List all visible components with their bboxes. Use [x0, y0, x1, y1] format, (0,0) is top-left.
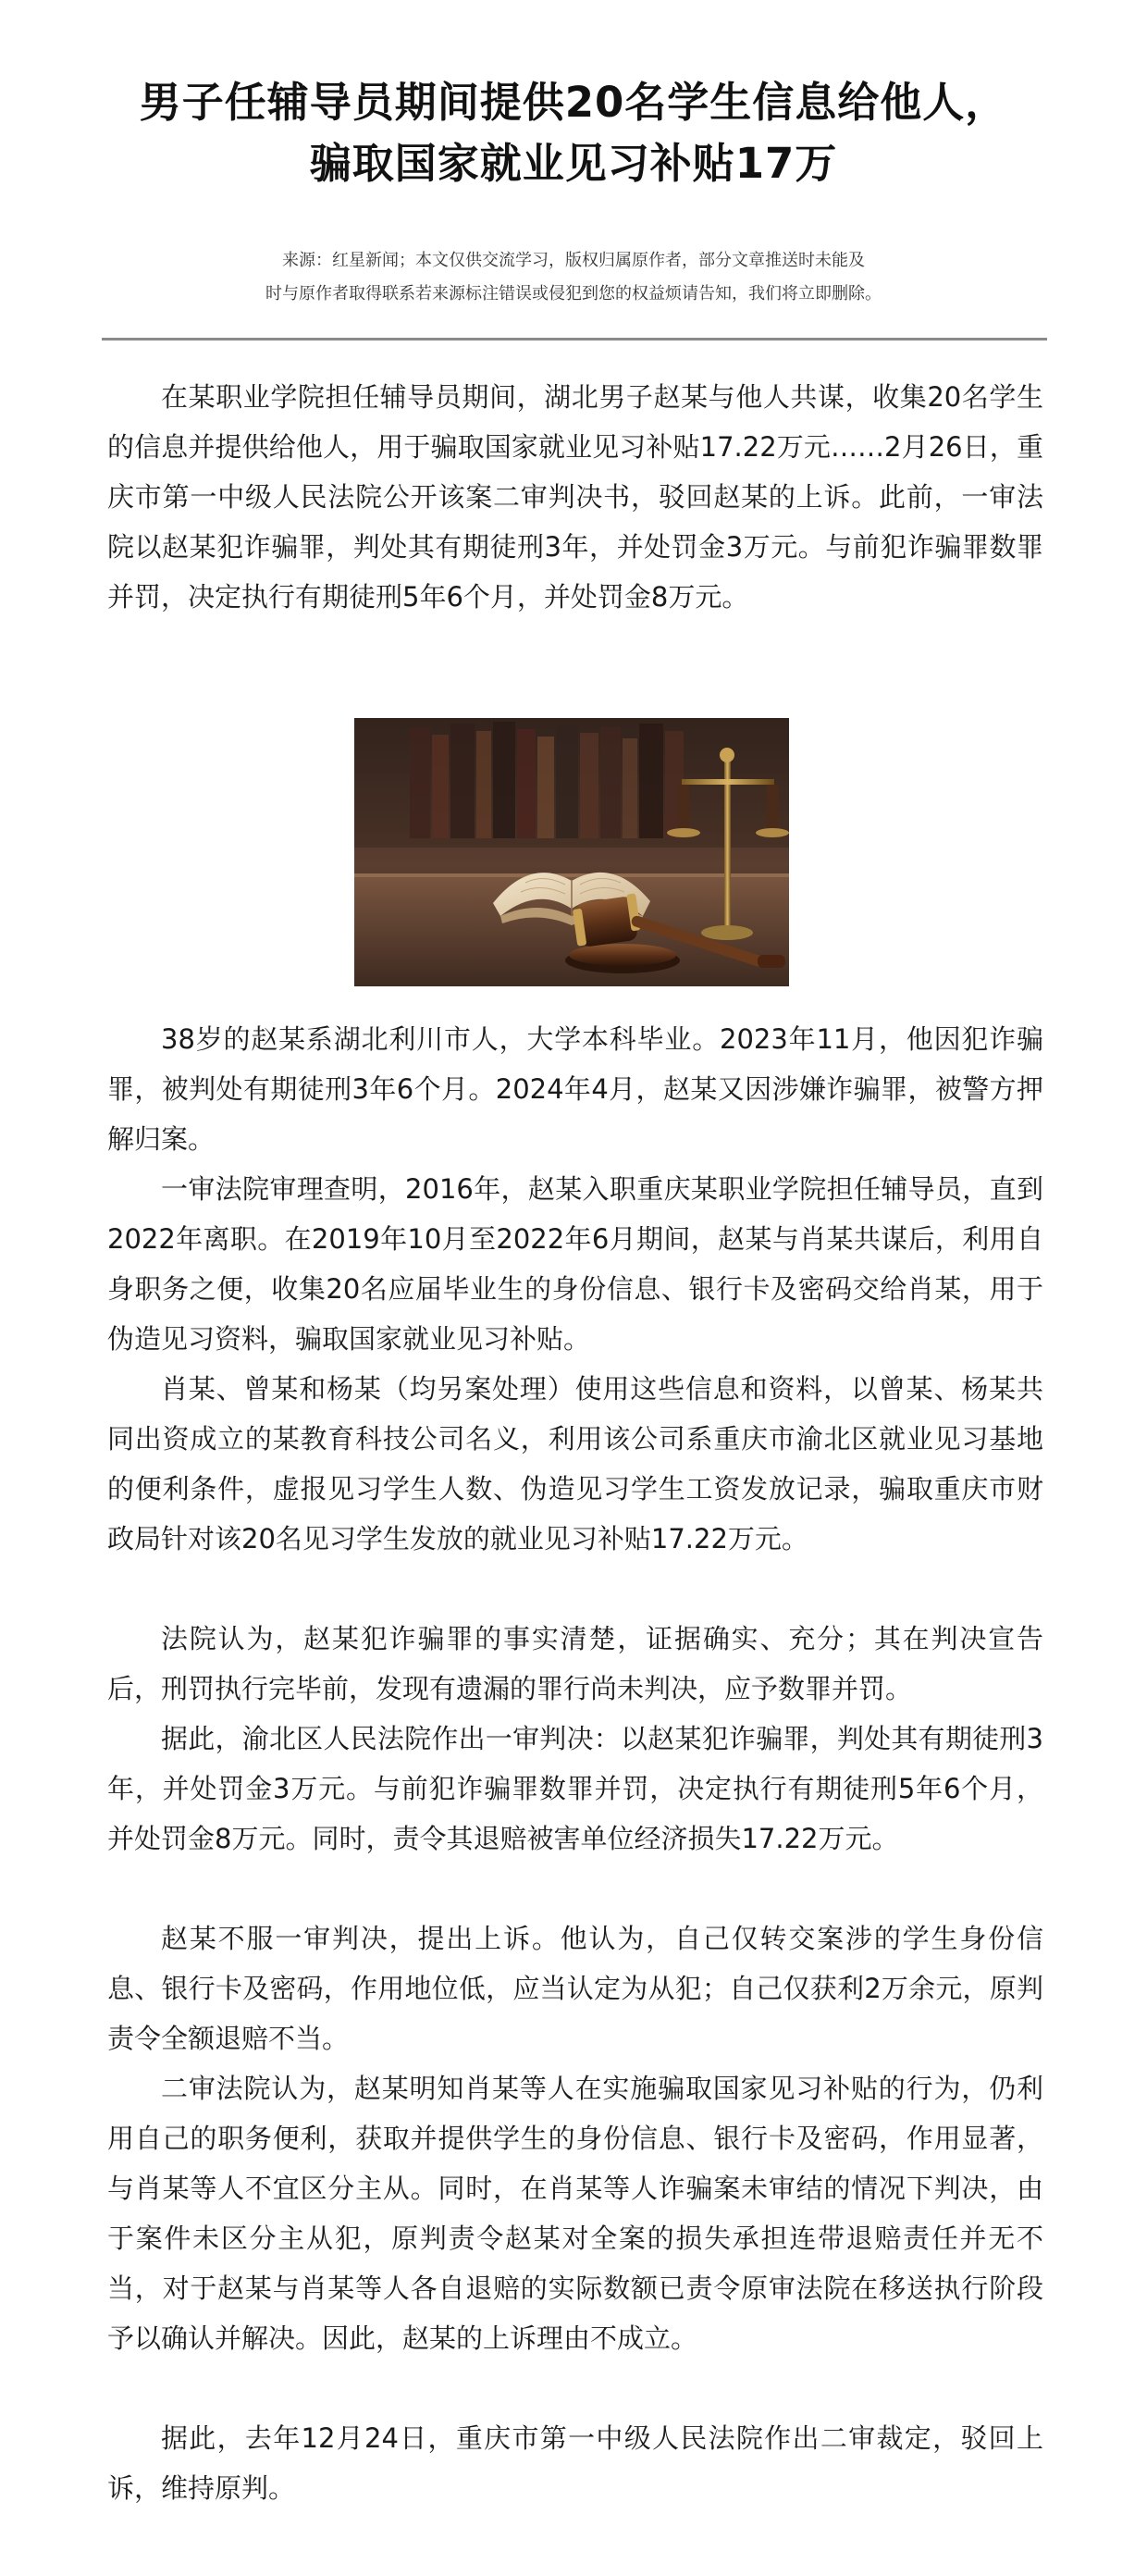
source-note-line-1: 来源：红星新闻；本文仅供交流学习，版权归属原作者，部分文章推送时未能及 [282, 251, 865, 270]
paragraph-final-ruling: 据此，去年12月24日，重庆市第一中级人民法院作出二审裁定，驳回上诉，维持原判。 [107, 2422, 1043, 2504]
gavel-law-book-image [354, 718, 789, 986]
paragraph-court-opinion: 法院认为，赵某犯诈骗罪的事实清楚，证据确实、充分；其在判决宣告后，刑罚执行完毕前，发现有遗漏的罪行尚未判决，应予数罪并罚。 [107, 1623, 1043, 1704]
article-title-line-2: 骗取国家就业见习补贴17万 [309, 139, 838, 188]
paragraph-second-trial-opinion: 二审法院认为，赵某明知肖某等人在实施骗取国家见习补贴的行为，仍利用自己的职务便利，获取并提供学生的身份信息、银行卡及密码，作用显著，与肖某等人不宜区分主从。同时，在肖某等人诈骗案未审结的情况下判决，由于案件未区分主从犯，原判责令赵某对全案的损失承担连带退赔责任并无不当，对于赵某与肖某等人各自退赔的实际数额已责令原审法院在移送执行阶段予以确认并解决。因此，赵某的上诉理由不成立。 [107, 2073, 1043, 2354]
article-title-line-1: 男子任辅导员期间提供20名学生信息给他人， [139, 78, 1008, 127]
paragraph-appeal: 赵某不服一审判决，提出上诉。他认为，自己仅转交案涉的学生身份信息、银行卡及密码，作用地位低，应当认定为从犯；自己仅获利2万余元，原判责令全额退赔不当。 [107, 1923, 1043, 2054]
article-title [102, 72, 1045, 194]
source-note [102, 244, 1045, 311]
paragraph-background: 38岁的赵某系湖北利川市人，大学本科毕业。2023年11月，他因犯诈骗罪，被判处有期徒刑3年6个月。2024年4月，赵某又因涉嫌诈骗罪，被警方押解归案。 [107, 1023, 1043, 1155]
header-divider [102, 338, 1047, 341]
paragraph-first-trial-findings: 一审法院审理查明，2016年，赵某入职重庆某职业学院担任辅导员，直到2022年离职。在2019年10月至2022年6月期间，赵某与肖某共谋后，利用自身职务之便，收集20名应届毕业生的身份信息、银行卡及密码交给肖某，用于伪造见习资料，骗取国家就业见习补贴。 [107, 1173, 1043, 1355]
source-note-line-2: 时与原作者取得联系若来源标注错误或侵犯到您的权益烦请告知，我们将立即删除。 [265, 284, 882, 303]
paragraph-first-judgment: 据此，渝北区人民法院作出一审判决：以赵某犯诈骗罪，判处其有期徒刑3年，并处罚金3万元。与前犯诈骗罪数罪并罚，决定执行有期徒刑5年6个月，并处罚金8万元。同时，责令其退赔被害单位经济损失17.22万元。 [107, 1723, 1043, 1854]
paragraph-intro: 在某职业学院担任辅导员期间，湖北男子赵某与他人共谋，收集20名学生的信息并提供给他人，用于骗取国家就业见习补贴17.22万元……2月26日，重庆市第一中级人民法院公开该案二审判决书，驳回赵某的上诉。此前，一审法院以赵某犯诈骗罪，判处其有期徒刑3年，并处罚金3万元。与前犯诈骗罪数罪并罚，决定执行有期徒刑5年6个月，并处罚金8万元。 [107, 381, 1043, 613]
paragraph-fraud-details: 肖某、曾某和杨某（均另案处理）使用这些信息和资料，以曾某、杨某共同出资成立的某教育科技公司名义，利用该公司系重庆市渝北区就业见习基地的便利条件，虚报见习学生人数、伪造见习学生工资发放记录，骗取重庆市财政局针对该20名见习学生发放的就业见习补贴17.22万元。 [107, 1373, 1043, 1554]
